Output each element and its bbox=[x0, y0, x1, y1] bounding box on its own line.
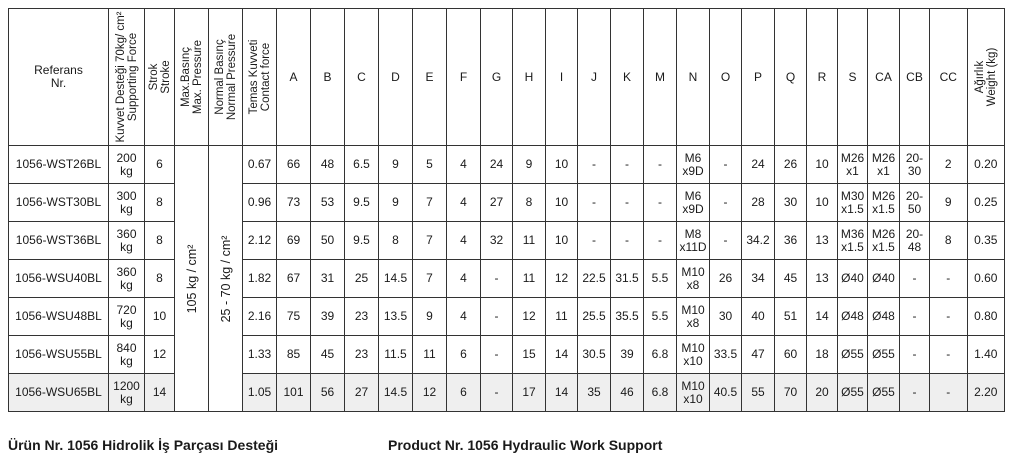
header-weight-line: Ağırlık bbox=[973, 60, 986, 94]
header-weight-line: Weight (kg) bbox=[985, 47, 998, 107]
cell-dim-g: - bbox=[481, 298, 513, 336]
header-dim-f: F bbox=[447, 9, 481, 146]
header-normal-pressure-label bbox=[214, 34, 238, 120]
cell-dim-n bbox=[677, 260, 710, 298]
cell-dim-j: - bbox=[578, 222, 611, 260]
cell-dim-s bbox=[838, 222, 868, 260]
cell-dim-line: x8 bbox=[686, 315, 700, 330]
cell-force bbox=[109, 184, 145, 222]
cell-dim-n bbox=[677, 336, 710, 374]
cell-dim-line: Ø40 bbox=[841, 271, 864, 285]
cell-dim-c: 27 bbox=[345, 374, 379, 412]
cell-stroke: 8 bbox=[145, 222, 175, 260]
cell-dim-i: 11 bbox=[546, 298, 578, 336]
cell-dim-line: M26 bbox=[871, 188, 896, 203]
cell-dim-f: 4 bbox=[447, 298, 481, 336]
cell-dim-o: 26 bbox=[710, 260, 742, 298]
cell-dim-o: - bbox=[710, 146, 742, 184]
header-dim-p: P bbox=[742, 9, 775, 146]
header-dim-s: S bbox=[838, 9, 868, 146]
cell-contact-force: 2.16 bbox=[243, 298, 277, 336]
cell-dim-a: 101 bbox=[277, 374, 311, 412]
cell-dim-g: 32 bbox=[481, 222, 513, 260]
cell-dim-r: 10 bbox=[807, 184, 838, 222]
cell-dim-d: 14.5 bbox=[379, 374, 413, 412]
cell-dim-line: M6 bbox=[684, 150, 702, 165]
cell-force bbox=[109, 222, 145, 260]
cell-dim-j: - bbox=[578, 146, 611, 184]
cell-contact-force: 2.12 bbox=[243, 222, 277, 260]
cell-weight: 0.60 bbox=[967, 260, 1005, 298]
cell-dim-d: 8 bbox=[379, 222, 413, 260]
cell-dim-i: 12 bbox=[546, 260, 578, 298]
cell-dim-r: 10 bbox=[807, 146, 838, 184]
cell-force-line: 200 bbox=[116, 150, 137, 165]
cell-dim-line: M10 bbox=[681, 264, 705, 279]
header-contact-force-label bbox=[248, 40, 272, 115]
cell-dim-cb: - bbox=[900, 298, 930, 336]
cell-stroke: 8 bbox=[145, 184, 175, 222]
cell-dim-k: 31.5 bbox=[611, 260, 644, 298]
cell-dim-m: - bbox=[644, 146, 677, 184]
cell-dim-ca bbox=[868, 146, 900, 184]
cell-dim-i: 10 bbox=[546, 184, 578, 222]
cell-dim-o: - bbox=[710, 222, 742, 260]
cell-dim-m: 6.8 bbox=[644, 374, 677, 412]
cell-dim-a: 66 bbox=[277, 146, 311, 184]
cell-force bbox=[109, 260, 145, 298]
cell-dim-cc: 2 bbox=[930, 146, 968, 184]
cell-force bbox=[109, 374, 145, 412]
cell-dim-line: Ø55 bbox=[872, 347, 895, 361]
cell-dim-line: M30 bbox=[840, 188, 865, 203]
cell-dim-d: 9 bbox=[379, 184, 413, 222]
cell-dim-cc: 8 bbox=[930, 222, 968, 260]
cell-force bbox=[109, 298, 145, 336]
table-row bbox=[9, 184, 1005, 222]
cell-force-line: kg bbox=[120, 163, 133, 178]
cell-force-line: kg bbox=[120, 239, 133, 254]
cell-dim-q: 70 bbox=[775, 374, 807, 412]
cell-dim-line: x10 bbox=[683, 353, 703, 368]
cell-dim-s bbox=[838, 146, 868, 184]
header-dim-n: N bbox=[677, 9, 710, 146]
header-force-line: Kuvvet Desteği 70kg/ cm² bbox=[114, 11, 127, 143]
cell-dim-a: 69 bbox=[277, 222, 311, 260]
header-normal-pressure bbox=[209, 9, 243, 146]
cell-dim-g: - bbox=[481, 374, 513, 412]
cell-dim-ca bbox=[868, 260, 900, 298]
table-body bbox=[9, 146, 1005, 412]
cell-dim-p: 28 bbox=[742, 184, 775, 222]
cell-dim-cb: 20-48 bbox=[900, 222, 930, 260]
cell-dim-line: x1.5 bbox=[841, 201, 864, 216]
cell-dim-f: 4 bbox=[447, 146, 481, 184]
cell-stroke: 12 bbox=[145, 336, 175, 374]
cell-dim-s bbox=[838, 336, 868, 374]
header-dim-e: E bbox=[413, 9, 447, 146]
cell-dim-i: 10 bbox=[546, 222, 578, 260]
cell-dim-line: x9D bbox=[682, 163, 704, 178]
cell-dim-e: 7 bbox=[413, 260, 447, 298]
cell-dim-n bbox=[677, 184, 710, 222]
header-dim-b: B bbox=[311, 9, 345, 146]
cell-dim-ca bbox=[868, 184, 900, 222]
header-force-line: Supporting Force bbox=[126, 32, 139, 122]
cell-dim-a: 73 bbox=[277, 184, 311, 222]
cell-force-line: kg bbox=[120, 391, 133, 406]
cell-dim-b: 48 bbox=[311, 146, 345, 184]
cell-dim-j: 22.5 bbox=[578, 260, 611, 298]
cell-dim-cc: - bbox=[930, 260, 968, 298]
cell-dim-c: 9.5 bbox=[345, 184, 379, 222]
cell-weight: 0.20 bbox=[967, 146, 1005, 184]
cell-dim-n bbox=[677, 222, 710, 260]
cell-dim-b: 56 bbox=[311, 374, 345, 412]
header-normal-pressure-line: Normal Basınç bbox=[213, 39, 226, 115]
cell-dim-h: 11 bbox=[513, 260, 546, 298]
cell-dim-f: 6 bbox=[447, 336, 481, 374]
cell-contact-force: 0.96 bbox=[243, 184, 277, 222]
cell-dim-cc: 9 bbox=[930, 184, 968, 222]
cell-dim-h: 17 bbox=[513, 374, 546, 412]
cell-force-line: 300 bbox=[116, 188, 137, 203]
header-dim-cb: CB bbox=[900, 9, 930, 146]
cell-dim-e: 11 bbox=[413, 336, 447, 374]
cell-dim-line: Ø40 bbox=[872, 271, 895, 285]
merged-max-pressure bbox=[175, 146, 209, 412]
cell-dim-line: M36 bbox=[840, 226, 865, 241]
cell-dim-b: 39 bbox=[311, 298, 345, 336]
cell-dim-cb: 20-30 bbox=[900, 146, 930, 184]
header-max-pressure-label bbox=[180, 40, 204, 114]
cell-dim-line: Ø55 bbox=[872, 385, 895, 399]
header-dim-g: G bbox=[481, 9, 513, 146]
cell-dim-r: 13 bbox=[807, 222, 838, 260]
cell-dim-q: 26 bbox=[775, 146, 807, 184]
header-dim-i: I bbox=[546, 9, 578, 146]
cell-dim-e: 5 bbox=[413, 146, 447, 184]
cell-dim-i: 10 bbox=[546, 146, 578, 184]
cell-dim-m: - bbox=[644, 222, 677, 260]
cell-dim-f: 6 bbox=[447, 374, 481, 412]
cell-dim-m: 5.5 bbox=[644, 298, 677, 336]
cell-dim-p: 24 bbox=[742, 146, 775, 184]
cell-dim-ca bbox=[868, 336, 900, 374]
cell-dim-ca bbox=[868, 298, 900, 336]
cell-dim-a: 85 bbox=[277, 336, 311, 374]
header-ref-line: Nr. bbox=[50, 76, 67, 90]
merged-max-pressure-label: 105 kg / cm² bbox=[184, 244, 199, 313]
header-max-pressure-line: Max. Pressure bbox=[191, 39, 204, 115]
cell-dim-p: 34 bbox=[742, 260, 775, 298]
cell-dim-a: 75 bbox=[277, 298, 311, 336]
cell-dim-s bbox=[838, 184, 868, 222]
cell-dim-s bbox=[838, 374, 868, 412]
footer-title-en: Product Nr. 1056 Hydraulic Work Support bbox=[388, 437, 663, 453]
cell-dim-c: 9.5 bbox=[345, 222, 379, 260]
cell-dim-h: 15 bbox=[513, 336, 546, 374]
cell-dim-q: 36 bbox=[775, 222, 807, 260]
table-row bbox=[9, 146, 1005, 184]
header-force bbox=[109, 9, 145, 146]
cell-dim-c: 23 bbox=[345, 298, 379, 336]
cell-ref: 1056-WSU55BL bbox=[9, 336, 109, 374]
cell-dim-e: 7 bbox=[413, 222, 447, 260]
cell-dim-d: 9 bbox=[379, 146, 413, 184]
cell-weight: 0.80 bbox=[967, 298, 1005, 336]
cell-dim-d: 11.5 bbox=[379, 336, 413, 374]
cell-dim-p: 47 bbox=[742, 336, 775, 374]
cell-dim-k: - bbox=[611, 146, 644, 184]
spec-table bbox=[8, 8, 1005, 412]
cell-dim-d: 14.5 bbox=[379, 260, 413, 298]
cell-dim-line: M10 bbox=[681, 340, 705, 355]
table-row bbox=[9, 336, 1005, 374]
cell-dim-line: x1.5 bbox=[872, 201, 895, 216]
cell-dim-cc: - bbox=[930, 374, 968, 412]
cell-dim-line: M8 bbox=[684, 226, 702, 241]
merged-normal-pressure bbox=[209, 146, 243, 412]
cell-dim-ca bbox=[868, 222, 900, 260]
cell-dim-cc: - bbox=[930, 298, 968, 336]
header-dim-k: K bbox=[611, 9, 644, 146]
cell-dim-o: 33.5 bbox=[710, 336, 742, 374]
cell-ref: 1056-WSU48BL bbox=[9, 298, 109, 336]
cell-dim-j: - bbox=[578, 184, 611, 222]
cell-contact-force: 1.05 bbox=[243, 374, 277, 412]
cell-dim-k: 35.5 bbox=[611, 298, 644, 336]
cell-dim-line: x1.5 bbox=[872, 239, 895, 254]
header-weight-label bbox=[974, 48, 998, 107]
cell-contact-force: 1.82 bbox=[243, 260, 277, 298]
cell-dim-d: 13.5 bbox=[379, 298, 413, 336]
cell-stroke: 8 bbox=[145, 260, 175, 298]
cell-dim-r: 14 bbox=[807, 298, 838, 336]
cell-stroke: 6 bbox=[145, 146, 175, 184]
cell-dim-j: 35 bbox=[578, 374, 611, 412]
cell-dim-cb: - bbox=[900, 336, 930, 374]
cell-dim-o: 40.5 bbox=[710, 374, 742, 412]
header-stroke-label bbox=[148, 60, 172, 93]
cell-dim-cb: - bbox=[900, 374, 930, 412]
cell-dim-r: 13 bbox=[807, 260, 838, 298]
cell-dim-line: Ø48 bbox=[872, 309, 895, 323]
cell-force-line: 720 bbox=[116, 302, 137, 317]
cell-force-line: 1200 bbox=[113, 378, 140, 393]
cell-dim-m: 5.5 bbox=[644, 260, 677, 298]
cell-dim-j: 30.5 bbox=[578, 336, 611, 374]
cell-dim-n bbox=[677, 374, 710, 412]
cell-stroke: 10 bbox=[145, 298, 175, 336]
cell-dim-line: M6 bbox=[684, 188, 702, 203]
header-dim-ca: CA bbox=[868, 9, 900, 146]
cell-dim-i: 14 bbox=[546, 336, 578, 374]
cell-dim-ca bbox=[868, 374, 900, 412]
cell-dim-line: M26 bbox=[871, 226, 896, 241]
cell-dim-f: 4 bbox=[447, 184, 481, 222]
cell-dim-c: 6.5 bbox=[345, 146, 379, 184]
cell-dim-q: 60 bbox=[775, 336, 807, 374]
header-dim-q: Q bbox=[775, 9, 807, 146]
cell-ref: 1056-WST26BL bbox=[9, 146, 109, 184]
cell-dim-line: Ø55 bbox=[841, 347, 864, 361]
cell-dim-q: 30 bbox=[775, 184, 807, 222]
header-dim-c: C bbox=[345, 9, 379, 146]
cell-dim-p: 34.2 bbox=[742, 222, 775, 260]
header-dim-h: H bbox=[513, 9, 546, 146]
header-contact-force bbox=[243, 9, 277, 146]
cell-dim-g: 27 bbox=[481, 184, 513, 222]
cell-dim-cc: - bbox=[930, 336, 968, 374]
header-stroke-line: Strok bbox=[147, 63, 160, 91]
cell-force-line: 360 bbox=[116, 226, 137, 241]
cell-dim-g: - bbox=[481, 260, 513, 298]
cell-dim-line: M10 bbox=[681, 378, 705, 393]
cell-dim-k: 46 bbox=[611, 374, 644, 412]
cell-dim-g: 24 bbox=[481, 146, 513, 184]
header-normal-pressure-line: Normal Pressure bbox=[225, 33, 238, 121]
cell-dim-j: 25.5 bbox=[578, 298, 611, 336]
header-max-pressure-line: Max.Basınç bbox=[179, 46, 192, 108]
header-max-pressure bbox=[175, 9, 209, 146]
cell-force bbox=[109, 146, 145, 184]
cell-dim-e: 9 bbox=[413, 298, 447, 336]
cell-dim-line: M26 bbox=[840, 150, 865, 165]
table-row bbox=[9, 298, 1005, 336]
cell-dim-k: - bbox=[611, 222, 644, 260]
cell-dim-h: 8 bbox=[513, 184, 546, 222]
cell-weight: 0.35 bbox=[967, 222, 1005, 260]
cell-dim-s bbox=[838, 260, 868, 298]
cell-dim-n bbox=[677, 146, 710, 184]
cell-dim-line: x10 bbox=[683, 391, 703, 406]
cell-dim-n bbox=[677, 298, 710, 336]
cell-dim-q: 45 bbox=[775, 260, 807, 298]
cell-dim-k: 39 bbox=[611, 336, 644, 374]
header-dim-r: R bbox=[807, 9, 838, 146]
cell-dim-line: x11D bbox=[679, 239, 707, 254]
cell-dim-a: 67 bbox=[277, 260, 311, 298]
cell-dim-e: 7 bbox=[413, 184, 447, 222]
cell-force bbox=[109, 336, 145, 374]
cell-force-line: 360 bbox=[116, 264, 137, 279]
cell-ref: 1056-WST30BL bbox=[9, 184, 109, 222]
header-weight bbox=[967, 9, 1005, 146]
footer-title-tr: Ürün Nr. 1056 Hidrolik İş Parçası Desteği bbox=[8, 437, 279, 453]
cell-dim-q: 51 bbox=[775, 298, 807, 336]
cell-dim-o: 30 bbox=[710, 298, 742, 336]
cell-force-line: kg bbox=[120, 201, 133, 216]
cell-contact-force: 0.67 bbox=[243, 146, 277, 184]
cell-dim-line: M26 bbox=[871, 150, 896, 165]
cell-dim-cb: 20-50 bbox=[900, 184, 930, 222]
table-row bbox=[9, 260, 1005, 298]
header-dim-d: D bbox=[379, 9, 413, 146]
cell-dim-line: Ø48 bbox=[841, 309, 864, 323]
cell-stroke: 14 bbox=[145, 374, 175, 412]
cell-dim-line: x9D bbox=[682, 201, 704, 216]
header-ref-line: Referans bbox=[34, 63, 83, 77]
table-row bbox=[9, 222, 1005, 260]
header-force-label bbox=[115, 11, 139, 142]
cell-dim-o: - bbox=[710, 184, 742, 222]
table-row bbox=[9, 374, 1005, 412]
cell-force-line: kg bbox=[120, 277, 133, 292]
cell-dim-line: Ø55 bbox=[841, 385, 864, 399]
cell-dim-line: x8 bbox=[686, 277, 700, 292]
header-stroke bbox=[145, 9, 175, 146]
cell-dim-r: 18 bbox=[807, 336, 838, 374]
header-dim-cc: CC bbox=[930, 9, 968, 146]
cell-dim-p: 55 bbox=[742, 374, 775, 412]
cell-dim-h: 11 bbox=[513, 222, 546, 260]
cell-ref: 1056-WST36BL bbox=[9, 222, 109, 260]
cell-dim-s bbox=[838, 298, 868, 336]
cell-dim-h: 12 bbox=[513, 298, 546, 336]
cell-dim-line: x1 bbox=[846, 163, 859, 178]
cell-dim-m: 6.8 bbox=[644, 336, 677, 374]
cell-force-line: kg bbox=[120, 315, 133, 330]
cell-dim-cb: - bbox=[900, 260, 930, 298]
cell-force-line: 840 bbox=[116, 340, 137, 355]
cell-dim-p: 40 bbox=[742, 298, 775, 336]
cell-dim-i: 14 bbox=[546, 374, 578, 412]
cell-force-line: kg bbox=[120, 353, 133, 368]
cell-dim-b: 45 bbox=[311, 336, 345, 374]
header-row bbox=[9, 9, 1005, 146]
cell-dim-b: 53 bbox=[311, 184, 345, 222]
header-stroke-line: Stroke bbox=[159, 60, 172, 94]
cell-weight: 2.20 bbox=[967, 374, 1005, 412]
cell-dim-line: M10 bbox=[681, 302, 705, 317]
header-dim-o: O bbox=[710, 9, 742, 146]
cell-dim-f: 4 bbox=[447, 260, 481, 298]
cell-dim-b: 31 bbox=[311, 260, 345, 298]
cell-contact-force: 1.33 bbox=[243, 336, 277, 374]
cell-ref: 1056-WSU65BL bbox=[9, 374, 109, 412]
cell-dim-m: - bbox=[644, 184, 677, 222]
cell-dim-c: 25 bbox=[345, 260, 379, 298]
cell-dim-f: 4 bbox=[447, 222, 481, 260]
cell-dim-h: 9 bbox=[513, 146, 546, 184]
header-ref bbox=[9, 9, 109, 146]
cell-dim-r: 20 bbox=[807, 374, 838, 412]
cell-dim-e: 12 bbox=[413, 374, 447, 412]
header-dim-a: A bbox=[277, 9, 311, 146]
cell-dim-line: x1.5 bbox=[841, 239, 864, 254]
header-dim-j: J bbox=[578, 9, 611, 146]
cell-dim-k: - bbox=[611, 184, 644, 222]
header-contact-force-line: Temas Kuvveti bbox=[247, 39, 260, 115]
cell-dim-b: 50 bbox=[311, 222, 345, 260]
cell-weight: 1.40 bbox=[967, 336, 1005, 374]
cell-dim-g: - bbox=[481, 336, 513, 374]
header-contact-force-line: Contact force bbox=[259, 42, 272, 112]
header-dim-m: M bbox=[644, 9, 677, 146]
cell-weight: 0.25 bbox=[967, 184, 1005, 222]
cell-dim-line: x1 bbox=[877, 163, 890, 178]
cell-dim-c: 23 bbox=[345, 336, 379, 374]
cell-ref: 1056-WSU40BL bbox=[9, 260, 109, 298]
merged-normal-pressure-label: 25 - 70 kg / cm² bbox=[218, 235, 233, 322]
